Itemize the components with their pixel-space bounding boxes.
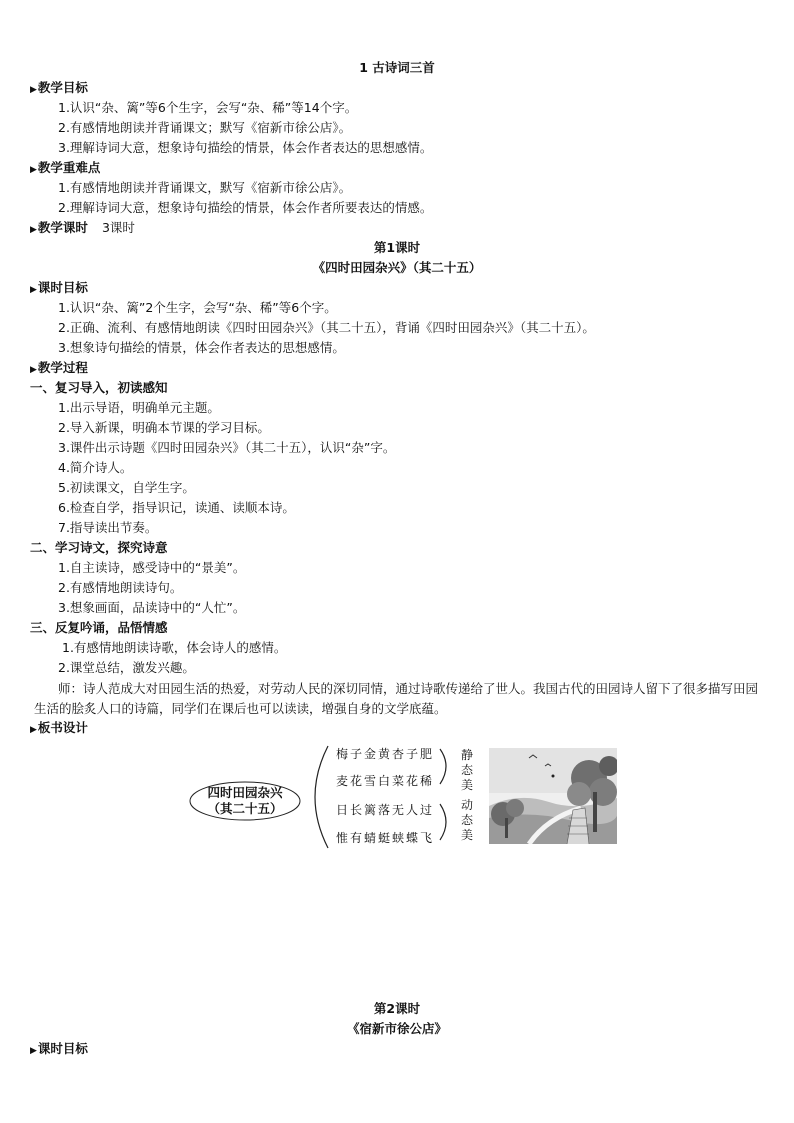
- hours-line: ▶教学课时 3课时: [30, 220, 135, 235]
- poem-line: 惟有蜻蜓蛱蝶飞: [336, 831, 435, 845]
- left-bracket: [315, 746, 328, 848]
- period2-subtitle: 《宿新市徐公店》: [346, 1021, 447, 1036]
- objective-item: 3.理解诗词大意，想象诗句描绘的情景，体会作者表达的思想感情。: [58, 140, 433, 155]
- objective-item: 1.认识“杂、篱”等6个生字，会写“杂、稀”等14个字。: [58, 100, 358, 115]
- triangle-right-icon: ▶: [30, 1046, 37, 1056]
- triangle-right-icon: ▶: [30, 85, 37, 95]
- period1-title: 第1课时: [373, 240, 421, 255]
- process-heading: ▶教学过程: [30, 360, 88, 375]
- key-point-item: 1.有感情地朗读并背诵课文，默写《宿新市徐公店》。: [58, 180, 352, 195]
- poem-line: 日长篱落无人过: [336, 803, 435, 817]
- label-static: 静态美: [460, 748, 473, 792]
- section-item: 1.有感情地朗读诗歌，体会诗人的感情。: [62, 640, 287, 655]
- section-item: 4.简介诗人。: [58, 460, 133, 475]
- period2-title: 第2课时: [373, 1001, 421, 1016]
- triangle-right-icon: ▶: [30, 365, 37, 375]
- lesson-title: 1 古诗词三首: [359, 60, 435, 75]
- section-item: 7.指导读出节奏。: [58, 520, 158, 535]
- goal-item: 3.想象诗句描绘的情景，体会作者表达的思想感情。: [58, 340, 345, 355]
- period2-goals-heading: ▶课时目标: [30, 1041, 88, 1056]
- period1-goals-heading: ▶课时目标: [30, 280, 88, 295]
- section-item: 1.自主读诗，感受诗中的“景美”。: [58, 560, 246, 575]
- section-item: 1.出示导语，明确单元主题。: [58, 400, 220, 415]
- triangle-right-icon: ▶: [30, 225, 37, 235]
- period1-subtitle: 《四时田园杂兴》（其二十五）: [312, 260, 482, 275]
- section-heading: 一、复习导入，初读感知: [30, 380, 168, 395]
- poem-line: 梅子金黄杏子肥: [336, 747, 435, 761]
- board-title-line1: 四时田园杂兴: [207, 785, 283, 800]
- key-points-heading: ▶教学重难点: [30, 160, 101, 175]
- key-point-item: 2.理解诗词大意，想象诗句描绘的情景，体会作者所要表达的情感。: [58, 200, 433, 215]
- triangle-right-icon: ▶: [30, 725, 37, 735]
- section-item: 5.初读课文，自学生字。: [58, 480, 195, 495]
- objective-item: 2.有感情地朗读并背诵课文；默写《宿新市徐公店》。: [58, 120, 352, 135]
- poem-line: 麦花雪白菜花稀: [336, 774, 435, 788]
- title-oval: [190, 782, 300, 820]
- section-item: 6.检查自学，指导识记，读通、读顺本诗。: [58, 500, 295, 515]
- section-item: 3.课件出示诗题《四时田园杂兴》（其二十五），认识“杂”字。: [58, 440, 396, 455]
- board-title-line2: （其二十五）: [207, 801, 283, 816]
- board-heading: ▶板书设计: [30, 720, 88, 735]
- right-bracket-dynamic: [440, 804, 446, 840]
- right-bracket-static: [440, 749, 446, 784]
- label-dynamic: 动态美: [460, 798, 473, 842]
- triangle-right-icon: ▶: [30, 285, 37, 295]
- section-item: 2.导入新课，明确本节课的学习目标。: [58, 420, 270, 435]
- section-item: 2.有感情地朗读诗句。: [58, 580, 183, 595]
- teacher-note: 师：诗人范成大对田园生活的热爱，对劳动人民的深切同情，通过诗歌传递给了世人。我国古代的田园诗人留下了很多描写田园生活的脍炙人口的诗篇，同学们在课后也可以读读，增强自身的文学底蕴。: [34, 681, 759, 716]
- section-item: 2.课堂总结，激发兴趣。: [58, 660, 195, 675]
- pastoral-illustration: [489, 748, 617, 844]
- goal-item: 2.正确、流利、有感情地朗读《四时田园杂兴》（其二十五），背诵《四时田园杂兴》（其二十五）。: [58, 320, 595, 335]
- section-heading: 三、反复吟诵，品悟情感: [30, 620, 168, 635]
- objectives-heading: ▶教学目标: [30, 80, 88, 95]
- section-heading: 二、学习诗文，探究诗意: [30, 540, 168, 555]
- triangle-right-icon: ▶: [30, 165, 37, 175]
- goal-item: 1.认识“杂、篱”2个生字，会写“杂、稀”等6个字。: [58, 300, 337, 315]
- section-item: 3.想象画面，品读诗中的“人忙”。: [58, 600, 246, 615]
